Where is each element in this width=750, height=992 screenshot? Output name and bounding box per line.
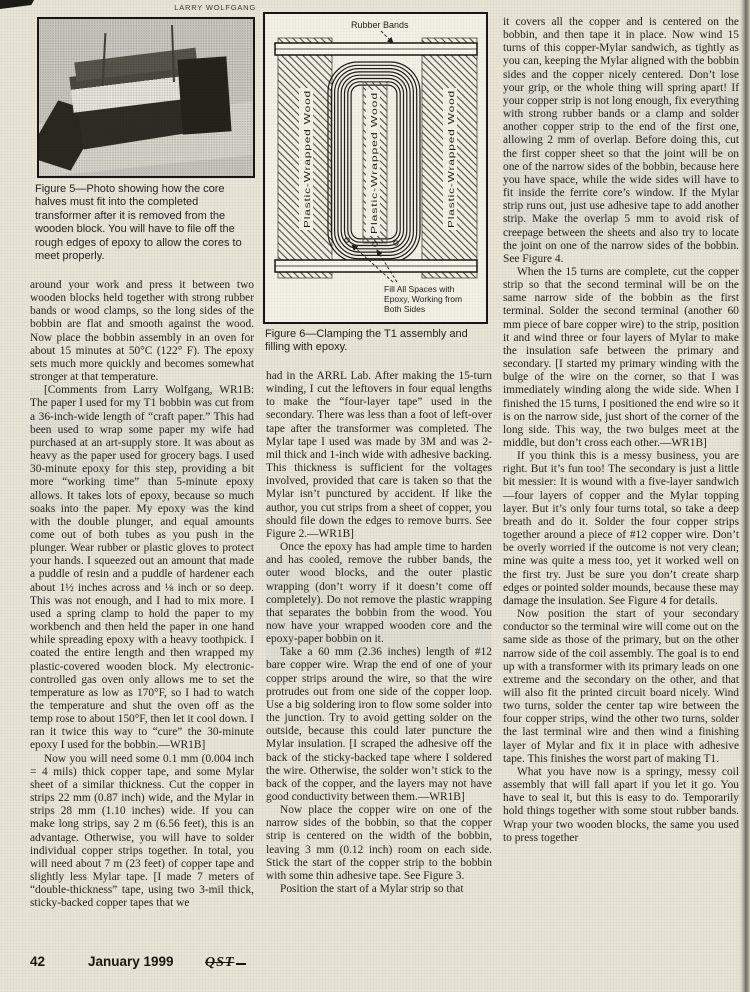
paragraph: If you think this is a messy business, you are right. But it’s fun too! The secondary is just a little bit messier: It is wound with a five-layer sandwich—four layers of copper and the Mylar topping layer. But it’s only four turns total, so take a deep breath and do it. Solder the four copper strips together around a piece of #12 copper wire. Don’t be overly worried if the outcome is not very clean; mine was quite a mess too, yet it worked well on the first try. Just be sure you don’t create sharp edges or pointed solder mounds, because these may damage the insulation. See Figure 4 for details. (503, 450, 739, 607)
paragraph: When the 15 turns are complete, cut the copper strip so that the second terminal will be on the same narrow side of the bobbin as the first terminal. Solder the second terminal (another 60 mm piece of bare copper wire) to the strip, position it and wind three or four layers of Mylar to make the insulation safe between the primary and secondary. [I started my primary winding with the bulge of the wire on the corner, so that I was immediately winding along the wide side. When I finished the 15 turns, I positioned the end wire so it is on the narrow side, just short of the corner of the long side. This way, the two bulges meet at the middle, but don’t cross each other.—WR1B] (503, 265, 739, 449)
paragraph: Now you will need some 0.1 mm (0.004 inch = 4 mils) thick copper tape, and some Mylar sheet of a similar thickness. Cut the copper in strips 22 mm (0.87 inch) wide, and the Mylar in strips 28 mm (1.10 inches) wide. If you can make long strips, say 2 m (6.56 feet), this is an advantage. Otherwise, you will have to solder individual copper strips together. In total, you will need about 7 m (23 feet) of copper tape and slightly less Mylar tape. [I made 7 meters of “double-thickness” tape, using two 3-mil thick, sticky-backed copper tapes that we (30, 752, 254, 910)
photo-bobbin-bar (69, 62, 201, 113)
page-number: 42 (30, 954, 46, 969)
paragraph: around your work and press it between two wooden blocks held together with strong rubber bands or wood clamps, so the long sides of the bobbin are flat and smooth against the wood. Now place the bobbin assembly in an oven for about 15 minutes at 50°C (122° F). The epoxy sets much more quickly and becomes somewhat stronger at that temperature. (30, 279, 254, 384)
figure5-caption: Figure 5—Photo showing how the core halves must fit into the completed transformer after it is removed from the wooden block. You will have to file off the rough edges of epoxy to allow the cores to meet properly. (35, 183, 242, 263)
paragraph: Once the epoxy has had ample time to harden and has cooled, remove the rubber bands, the outer wood blocks, and the outer plastic wrapping (don’t worry if it doesn’t come off completely). Do not remove the plastic wrapping that separates the bobbin from the wood. You now have your wrapped wooden core and the epoxy-paper bobbin on it. (266, 541, 492, 646)
fill-label-line2: Epoxy, Working from (384, 294, 463, 304)
figure6-caption: Figure 6—Clamping the T1 assembly and filling with epoxy. (265, 328, 468, 354)
photo-front-core-block (77, 94, 193, 150)
figure6-svg (265, 14, 486, 322)
paragraph: Take a 60 mm (2.36 inches) length of #12 bare copper wire. Wrap the end of one of your copper strips around the wire, so that the wire protrudes out from one side of the copper loop. Use a big soldering iron to flow some solder into the junction. Try to avoid getting solder on the outside, because this could later puncture the Mylar insulation. [I scraped the adhesive off the back of the sticky-backed tape where I soldered the wire. Otherwise, the solder won’t stick to the back of the copper, and the layers may not have good conductivity between them.—WR1B] (266, 646, 492, 803)
scan-corner-mark (0, 0, 34, 9)
paragraph: [Comments from Larry Wolfgang, WR1B: The paper I used for my T1 bobbin was cut from a 36-inch-wide length of “craft paper.” This had been used to wrap some paper my wife had purchased at an art-supply store. It was about as heavy as the paper used for grocery bags. I used 30-minute epoxy for this step, providing a bit more “working time” than 5-minute epoxy allows. It takes lots of epoxy, because so much soaks into the paper. My epoxy was the kind with the double plunger, and equal amounts come out of both tubes as you push in the plunger. Wear rubber or plastic gloves to protect your hands. I squeezed out an amount that made a puddle of resin and a puddle of hardener each about 1½ inches across and ⅛ inch or so deep. This was not enough, and I had to mix more. I used a spring clamp to hold the paper to my workbench and then held the paper in one hand while spreading epoxy with a heavy toothpick. I coated the entire length and then wrapped my plastic-covered wooden block. My electronic-controlled gas oven only allows me to set the temperature as low as 170°F, so I had to watch the temperature and shut the oven off as the temp rose to about 150°F, then let it cool down. I ran it twice this way to “cure” the 30-minute epoxy I used for the bobbin.—WR1B] (30, 384, 254, 752)
photo-terminal-wire (102, 33, 107, 86)
rubber-bands-label: Rubber Bands (351, 20, 409, 30)
qst-logo: QST (205, 955, 246, 971)
article-column-left (30, 279, 254, 911)
fill-label-line3: Both Sides (384, 304, 426, 314)
photo-base-plate (37, 101, 255, 178)
article-column-middle (266, 370, 492, 896)
rubber-band-top (275, 43, 477, 55)
paragraph: it covers all the copper and is centered on the bobbin, and then tape it in place. Now wind 15 turns of this copper-Mylar sandwich, as tightly as you can, keeping the Mylar aligned with the bobbin sides and the copper nicely centered. Don’t lose your grip, or the whole thing will spring apart! If your copper strip is not long enough, fix everything with strong rubber bands or a clamp and solder another copper strip to the end of the first one, allowing 2 mm of overlap. Before doing this, cut the first copper sheet so that the joint will be on one of the narrow sides of the bobbin, because here you have space, while the wide sides will have to fit inside the ferrite core’s window. If the Mylar strip runs out, just use adhesive tape to add another strip. Make the overlap 5 mm to avoid risk of creepage between the sheets and also try to locate the joint on one of the narrow sides of the bobbin. See Figure 4. (503, 16, 739, 265)
paragraph: Now place the copper wire on one of the narrow sides of the bobbin, so that the copper strip is centered on the width of the bobbin, leaving 3 mm (0.12 inch) room on each side. Stick the start of the copper strip to the bobbin with some thin adhesive tape. See Figure 3. (266, 804, 492, 882)
photo-left-core-block (37, 100, 103, 170)
figure5-photo (37, 17, 255, 178)
issue-date: January 1999 (88, 954, 174, 969)
photo-credit: LARRY WOLFGANG (174, 3, 256, 12)
callout-arrow (381, 31, 393, 43)
photo-copper-strip (75, 48, 198, 82)
photo-right-core-block (178, 57, 232, 136)
photo-terminal-wire (171, 25, 175, 82)
plastic-wrapped-wood-label: Plastic-Wrapped Wood (369, 135, 379, 234)
paragraph: had in the ARRL Lab. After making the 15-turn winding, I cut the leftovers in four equal lengths to make the “four-layer tape” used in the secondary. There was less than a foot of left-over tape after the transformer was completed. The Mylar tape I used was made by 3M and was 2-mil thick and 1-inch wide with adhesive backing. This thickness is sufficient for the voltages involved, provided that care is taken so that the Mylar isn’t punctured by accident. If like the author, you cut strips from a sheet of copper, you should file down the edges to remove burrs. See Figure 2.—WR1B] (266, 370, 492, 540)
paragraph: Now position the start of your secondary conductor so the terminal wire will come out on the same side as those of the primary, but on the other narrow side of the coil assembly. The goal is to end up with a transformer with its primary leads on one extreme and the secondary on the other, and that will also fit the printed circuit board nicely. Wind two turns, solder the center tap wire between the four copper strips, wind the other two turns, solder the last terminal wire and then wind a finishing layer of Mylar and fix it in place with adhesive tape. This finishes the worst part of making T1. (503, 608, 739, 765)
rubber-band-bottom (275, 260, 477, 272)
fill-label-line1: Fill All Spaces with (384, 284, 455, 294)
paragraph: Position the start of a Mylar strip so that (280, 883, 464, 896)
page-edge-shadow (740, 0, 750, 992)
paragraph: What you have now is a springy, messy coil assembly that will fall apart if you let it go. You have to seal it, but this is easy to do. Temporarily hold things together with some stout rubber bands. Wrap your two wooden blocks, the same you used to press together (503, 765, 739, 844)
plastic-wrapped-wood-label: Plastic-Wrapped Wood (302, 129, 312, 228)
plastic-wrapped-wood-label: Plastic-Wrapped Wood (446, 129, 456, 228)
figure6-diagram (263, 12, 488, 324)
article-column-right (503, 16, 739, 845)
page-footer (30, 954, 246, 971)
